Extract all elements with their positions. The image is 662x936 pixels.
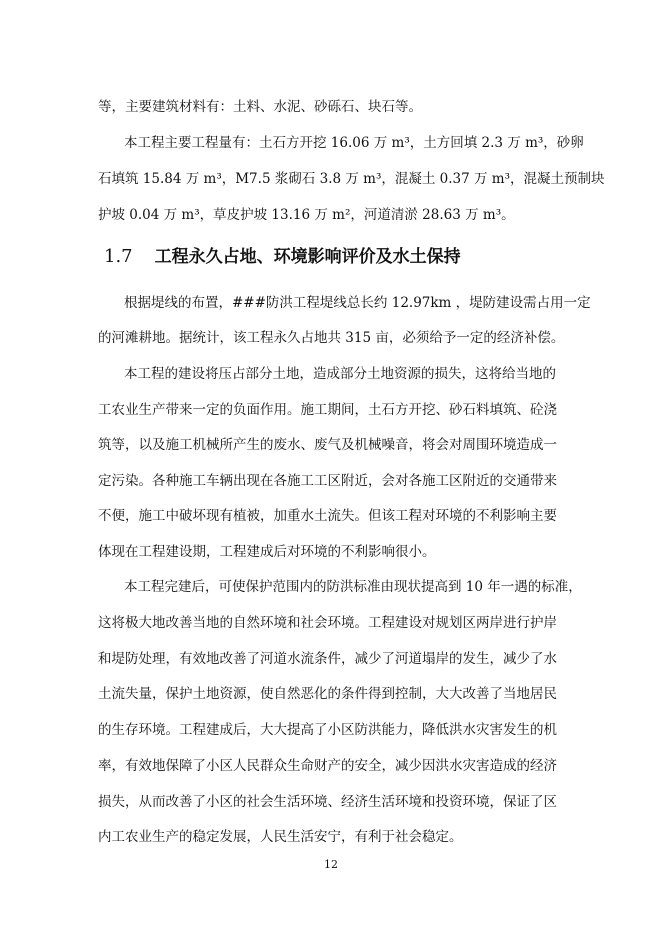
text-line: 体现在工程建设期，工程建成后对环境的不利影响很小。 <box>98 544 436 560</box>
text-line: 的生存环境。工程建成后，大大提高了小区防洪能力，降低洪水灾害发生的机 <box>98 722 557 738</box>
text-line: 内工农业生产的稳定发展，人民生活安宁，有利于社会稳定。 <box>98 829 463 845</box>
section-number: 1.7 <box>104 246 133 267</box>
text-line: 本工程的建设将压占部分土地，造成部分土地资源的损失，这将给当地的 <box>124 366 556 382</box>
text-line: 等，主要建筑材料有：土料、水泥、砂砾石、块石等。 <box>98 99 422 115</box>
text-line: 本工程完建后，可使保护范围内的防洪标准由现状提高到 10 年一遇的标准， <box>124 579 582 595</box>
page-number: 12 <box>324 858 338 871</box>
text-line: 和堤防处理，有效地改善了河道水流条件，减少了河道塌岸的发生，减少了水 <box>98 651 557 667</box>
text-line: 筑等，以及施工机械所产生的废水、废气及机械噪音，将会对周围环境造成一 <box>98 437 557 453</box>
text-line: 的河滩耕地。据统计，该工程永久占地共 315 亩，必须给予一定的经济补偿。 <box>98 330 565 346</box>
text-line: 损失，从而改善了小区的社会生活环境、经济生活环境和投资环境，保证了区 <box>98 794 557 810</box>
text-line: 护坡 0.04 万 m³，草皮护坡 13.16 万 m²，河道清淤 28.63 万 m³。 <box>98 207 515 223</box>
section-title: 工程永久占地、环境影响评价及水土保持 <box>154 247 461 267</box>
section-heading <box>104 244 461 270</box>
text-line: 根据堤线的布置，###防洪工程堤线总长约 12.97km ，堤防建设需占用一定 <box>124 295 591 311</box>
text-line: 不便，施工中破坏现有植被，加重水土流失。但该工程对环境的不利影响主要 <box>98 508 557 524</box>
text-line: 定污染。各种施工车辆出现在各施工工区附近，会对各施工区附近的交通带来 <box>98 473 557 489</box>
text-line: 这将极大地改善当地的自然环境和社会环境。工程建设对规划区两岸进行护岸 <box>98 615 557 631</box>
text-line: 工农业生产带来一定的负面作用。施工期间，土石方开挖、砂石料填筑、砼浇 <box>98 402 557 418</box>
text-line: 率，有效地保障了小区人民群众生命财产的安全，减少因洪水灾害造成的经济 <box>98 758 557 774</box>
text-line: 本工程主要工程量有：土石方开挖 16.06 万 m³，土方回填 2.3 万 m³，砂卵 <box>124 135 584 151</box>
text-line: 土流失量，保护土地资源，使自然恶化的条件得到控制，大大改善了当地居民 <box>98 686 557 702</box>
text-line: 石填筑 15.84 万 m³，M7.5 浆砌石 3.8 万 m³，混凝土 0.37 万 m³，混凝土预制块 <box>98 171 605 187</box>
